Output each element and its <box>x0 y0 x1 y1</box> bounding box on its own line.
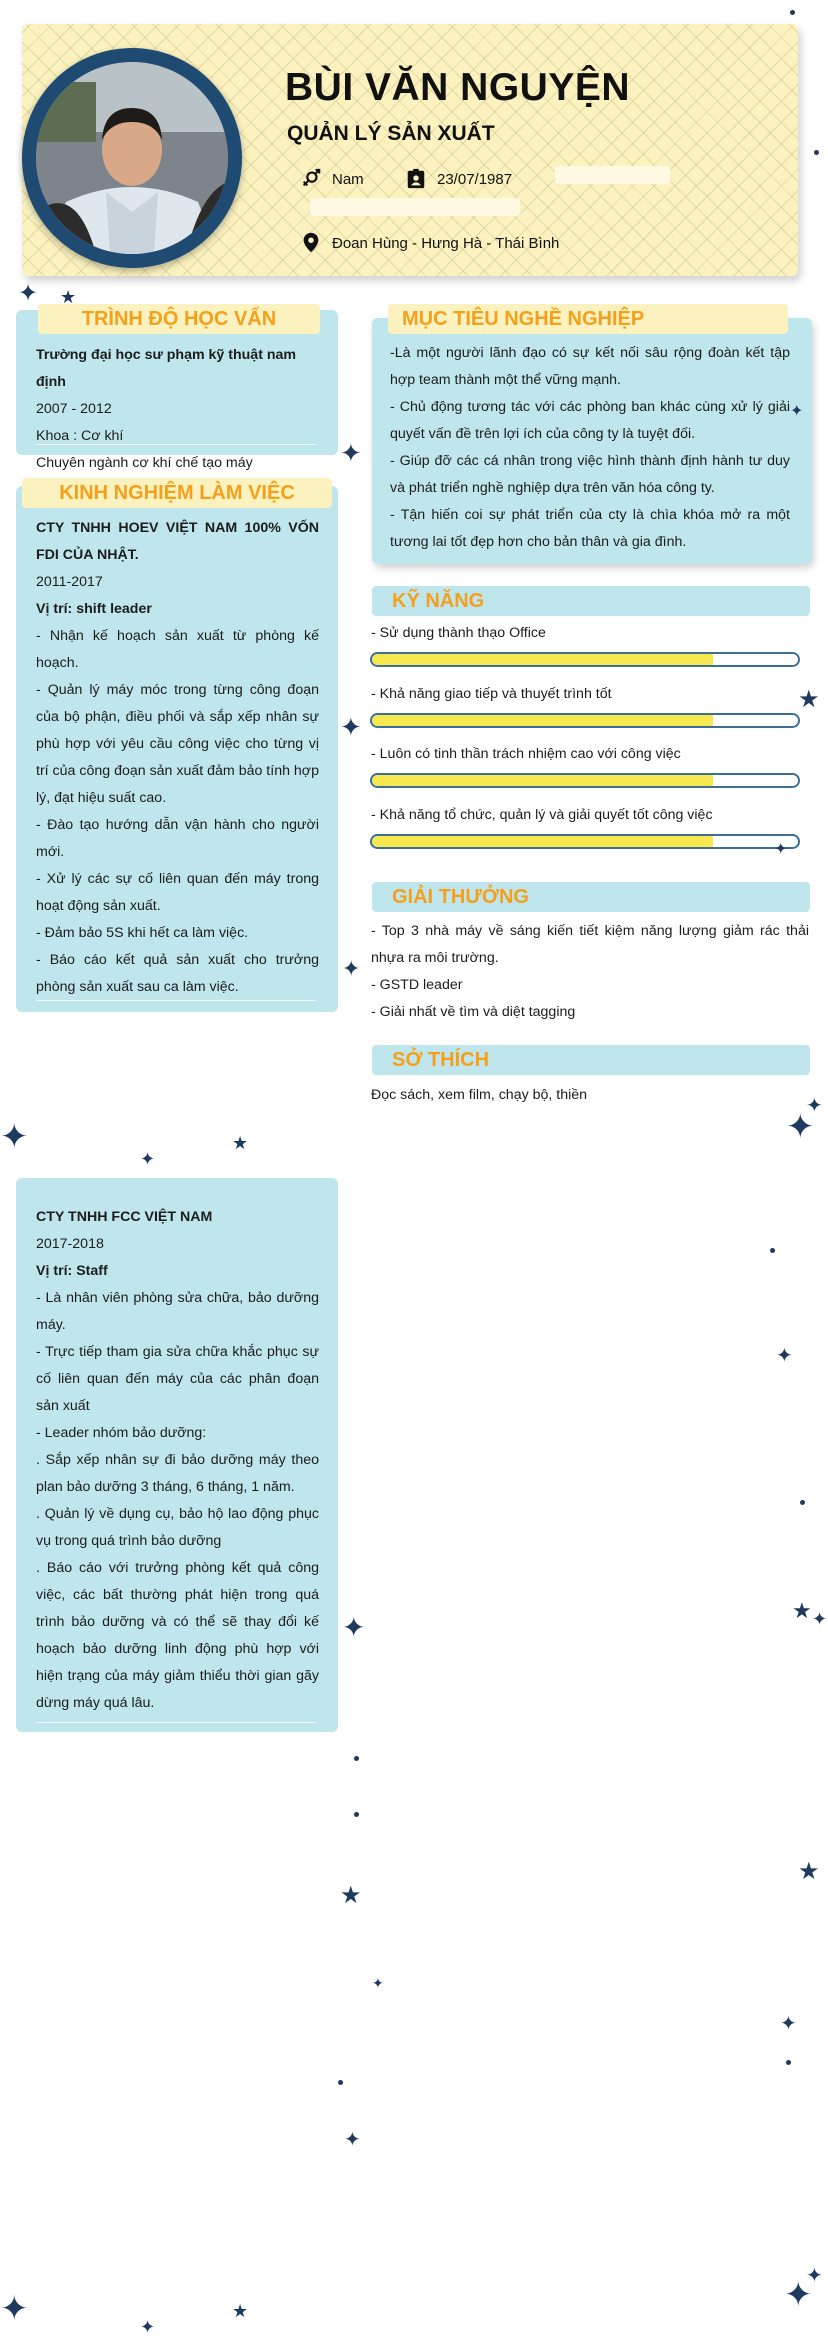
job-2-duty: - Trực tiếp tham gia sửa chữa khắc phục sự cố liên quan đến máy của các phân đoạn sản xuất <box>36 1344 319 1414</box>
award-line: - Top 3 nhà máy về sáng kiến tiết kiệm năng lượng giảm rác thải nhựa ra môi trường. <box>371 923 809 966</box>
job-2-years: 2017-2018 <box>36 1236 104 1252</box>
objective-line: -Là một người lãnh đạo có sự kết nối sâu rộng đoàn kết tập hợp team thành một thể vững mạnh. <box>390 345 790 388</box>
star-decoration: ★ <box>340 1882 362 1909</box>
job-1-position: Vị trí: shift leader <box>36 601 152 617</box>
portrait-photo <box>36 62 228 254</box>
star-decoration: ✦ <box>0 1118 29 1156</box>
skill-label: - Khả năng giao tiếp và thuyết trình tốt <box>371 686 612 702</box>
star-decoration: ✦ <box>806 2265 823 2287</box>
gender-icon <box>300 168 322 190</box>
job-2-duty: - Là nhân viên phòng sửa chữa, bảo dưỡng máy. <box>36 1290 319 1333</box>
divider <box>36 1000 316 1001</box>
skill-label: - Sử dụng thành thạo Office <box>371 625 546 641</box>
skills-heading: KỸ NĂNG <box>372 586 810 616</box>
star-decoration: ★ <box>792 1598 812 1623</box>
star-decoration: ✦ <box>790 403 804 420</box>
skill-bar <box>370 773 800 788</box>
empty-field <box>310 198 520 216</box>
star-decoration: ✦ <box>344 2129 361 2151</box>
education-faculty: Khoa : Cơ khí <box>36 428 124 444</box>
gender-value: Nam <box>332 170 364 188</box>
job-2-position: Vị trí: Staff <box>36 1263 108 1279</box>
skill-bar <box>370 713 800 728</box>
award-line: - GSTD leader <box>371 977 463 993</box>
star-decoration: ✦ <box>776 1345 793 1367</box>
skill-bar-fill <box>372 836 713 847</box>
dot-decoration <box>814 150 819 155</box>
star-decoration: ✦ <box>340 712 362 742</box>
star-decoration: ✦ <box>372 1975 384 1991</box>
job-2-duty: . Báo cáo với trưởng phòng kết quả công việc, các bất thường phát hiện trong quá trình bảo dưỡng và có thể sẽ thay đổi kế hoạch bảo dưỡng linh động phù hợp với hiện trạng của máy giảm thiểu thời gian gãy dừng máy quá lâu. <box>36 1560 319 1711</box>
dot-decoration <box>338 2080 343 2085</box>
star-decoration: ✦ <box>780 2013 797 2035</box>
job-1-years: 2011-2017 <box>36 574 103 590</box>
objective-text <box>390 340 790 556</box>
dob-info <box>405 168 512 190</box>
awards-text <box>371 918 809 1026</box>
skill-bar <box>370 834 800 849</box>
award-line: - Giải nhất về tìm và diệt tagging <box>371 1004 576 1020</box>
star-decoration: ✦ <box>18 280 39 307</box>
star-decoration: ✦ <box>784 2276 813 2314</box>
job-1-duty: - Đào tạo hướng dẫn vận hành cho người mới. <box>36 817 319 860</box>
star-decoration: ★ <box>798 686 820 713</box>
job-2-duty: . Quản lý về dụng cụ, bảo hộ lao động phục vụ trong quá trình bảo dưỡng <box>36 1506 319 1549</box>
skill-bar-fill <box>372 715 713 726</box>
job-2 <box>36 1204 319 1717</box>
star-decoration: ✦ <box>140 2317 156 2337</box>
job-1-duty: - Xử lý các sự cố liên quan đến máy trong hoạt động sản xuất. <box>36 871 319 914</box>
experience-heading: KINH NGHIỆM LÀM VIỆC <box>22 478 332 508</box>
star-decoration: ✦ <box>806 1095 823 1117</box>
job-2-company: CTY TNHH FCC VIỆT NAM <box>36 1209 213 1225</box>
skill-bar-fill <box>372 775 713 786</box>
address-info <box>300 232 559 254</box>
dot-decoration <box>800 1500 805 1505</box>
education-years: 2007 - 2012 <box>36 401 112 417</box>
divider <box>36 444 316 445</box>
job-1-duty: - Đảm bảo 5S khi hết ca làm việc. <box>36 925 249 941</box>
star-decoration: ★ <box>798 1858 820 1885</box>
dot-decoration <box>770 1248 775 1253</box>
star-decoration: ✦ <box>342 1612 366 1643</box>
dot-decoration <box>790 10 795 15</box>
star-decoration: ✦ <box>0 2290 29 2328</box>
objective-line: - Tận hiến coi sự phát triển của cty là chìa khóa mở ra một tương lai tốt đẹp hơn cho bản thân và gia đình. <box>390 507 790 550</box>
divider <box>36 1722 316 1723</box>
star-decoration: ✦ <box>340 438 362 468</box>
star-decoration: ✦ <box>140 1149 156 1169</box>
education-details <box>36 342 326 477</box>
star-decoration: ✦ <box>786 1108 815 1146</box>
job-1-duty: - Báo cáo kết quả sản xuất cho trưởng phòng sản xuất sau ca làm việc. <box>36 952 319 995</box>
dot-decoration <box>786 2060 791 2065</box>
address-value: Đoan Hùng - Hưng Hà - Thái Bình <box>332 234 560 252</box>
hobbies-heading: SỞ THÍCH <box>372 1045 810 1075</box>
star-decoration: ★ <box>232 2301 249 2321</box>
awards-heading: GIẢI THƯỞNG <box>372 882 810 912</box>
skill-label: - Khả năng tổ chức, quản lý và giải quyết tốt công việc <box>371 807 713 823</box>
job-title: QUẢN LÝ SẢN XUẤT <box>287 122 495 145</box>
star-decoration: ★ <box>232 1133 249 1153</box>
dot-decoration <box>354 1812 359 1817</box>
job-2-duty: - Leader nhóm bảo dưỡng: <box>36 1425 207 1441</box>
skill-bar-fill <box>372 654 713 665</box>
skill-bar <box>370 652 800 667</box>
education-major: Chuyên ngành cơ khí chế tạo máy <box>36 455 253 471</box>
avatar <box>36 62 228 254</box>
objective-line: - Chủ động tương tác với các phòng ban khác cùng xử lý giải quyết vấn đề trên lợi ích của công ty là tuyệt đối. <box>390 399 790 442</box>
dot-decoration <box>354 1756 359 1761</box>
job-1-duty: - Nhận kế hoạch sản xuất từ phòng kế hoạch. <box>36 628 319 671</box>
job-1-company: CTY TNHH HOEV VIỆT NAM 100% VỐN FDI CỦA NHẬT. <box>36 520 319 563</box>
dob-value: 23/07/1987 <box>437 170 513 188</box>
star-decoration: ✦ <box>812 1609 828 1629</box>
location-pin-icon <box>300 232 322 254</box>
hobbies-text: Đọc sách, xem film, chạy bộ, thiền <box>371 1087 588 1103</box>
empty-field <box>555 166 670 184</box>
star-decoration: ★ <box>60 287 77 307</box>
gender-info <box>300 168 364 190</box>
avatar-frame <box>22 48 242 268</box>
job-2-duty: . Sắp xếp nhân sự đi bảo dưỡng máy theo plan bảo dưỡng 3 tháng, 6 tháng, 1 năm. <box>36 1452 319 1495</box>
education-heading: TRÌNH ĐỘ HỌC VẤN <box>38 304 320 334</box>
job-1-duty: - Quản lý máy móc trong từng công đoạn của bộ phận, điều phối và sắp xếp nhân sự phù hợp với yêu cầu công việc cho từng vị trí của công đoạn sản xuất đảm bảo tính hợp lý, đạt hiệu suất cao. <box>36 682 319 806</box>
person-name: BÙI VĂN NGUYỆN <box>285 66 631 109</box>
star-decoration: ✦ <box>342 956 361 981</box>
school-name: Trường đại học sư phạm kỹ thuật nam định <box>36 347 297 390</box>
objective-heading: MỤC TIÊU NGHỀ NGHIỆP <box>388 304 788 334</box>
star-decoration: ✦ <box>774 841 788 858</box>
skill-label: - Luôn có tinh thần trách nhiệm cao với công việc <box>371 746 681 762</box>
id-card-icon <box>405 168 427 190</box>
job-1 <box>36 515 319 1001</box>
objective-line: - Giúp đỡ các cá nhân trong việc hình thành định hành tư duy và phát triển nghề nghiệp dựa trên văn hóa công ty. <box>390 453 790 496</box>
